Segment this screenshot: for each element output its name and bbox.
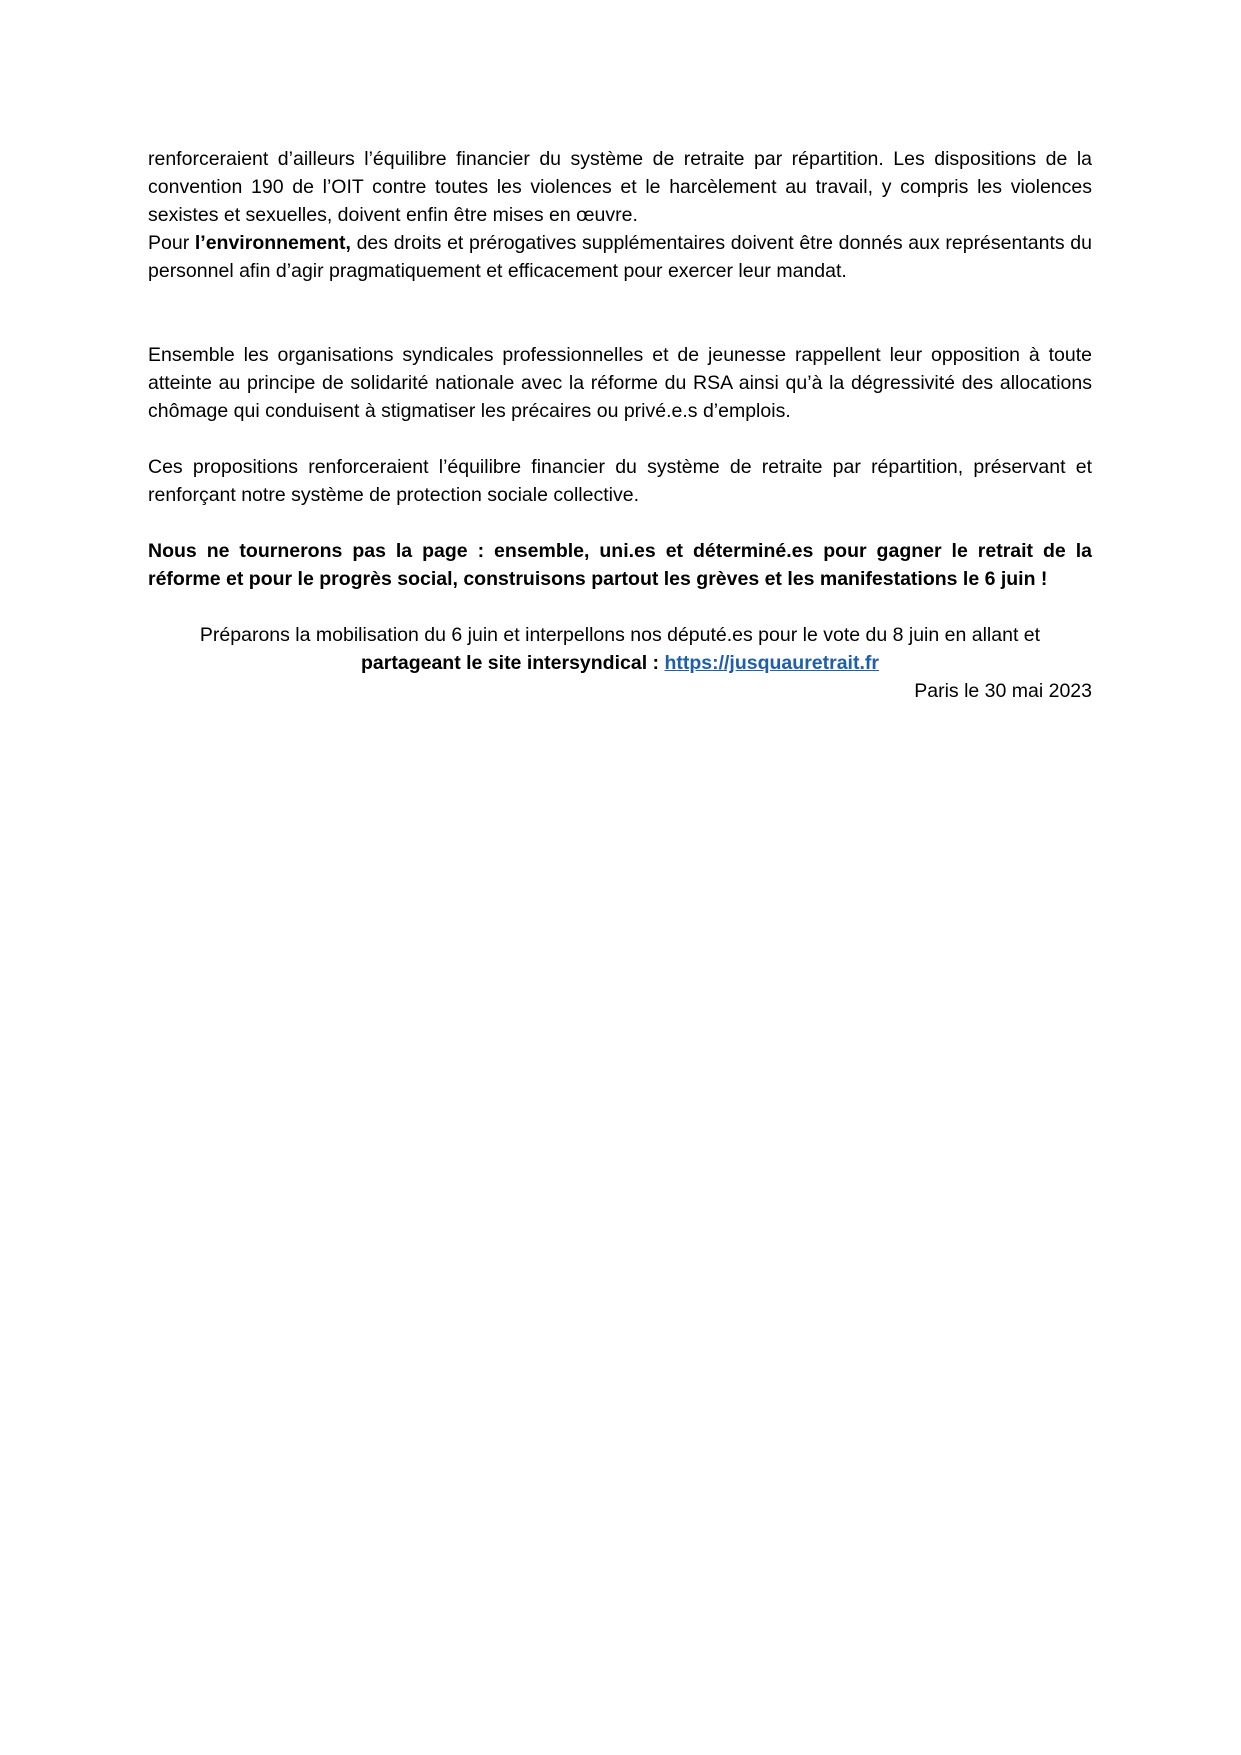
mobilisation-site-label: partageant le site intersyndical : (361, 652, 665, 674)
paragraph-environment-keyword: l’environnement, (194, 232, 351, 254)
intersyndical-site-link[interactable]: https://jusquauretrait.fr (664, 652, 879, 674)
paragraph-retirement-oit: renforceraient d’ailleurs l’équilibre financier du système de retraite par répartition. Les dispositions de la convention 190 de l’OIT contre toutes les violences et le harcèlement au travail, y compris les violences sexistes et sexuelles, doivent enfin être mises en œuvre. (148, 148, 1092, 226)
spacer (148, 593, 1092, 621)
date-signature: Paris le 30 mai 2023 (914, 680, 1092, 702)
spacer (148, 425, 1092, 453)
mobilisation-line-2 (148, 649, 1092, 677)
paragraph-environment-rest: des droits et prérogatives supplémentaires doivent être donnés aux représentants du personnel afin d’agir pragmatiquement et efficacement pour exercer leur mandat. (148, 232, 1092, 282)
document-body (148, 145, 1092, 705)
paragraph-propositions: Ces propositions renforceraient l’équilibre financier du système de retraite par répartition, préservant et renforçant notre système de protection sociale collective. (148, 456, 1092, 506)
spacer (148, 285, 1092, 341)
mobilisation-line-1: Préparons la mobilisation du 6 juin et interpellons nos député.es pour le vote du 8 juin en allant et (199, 624, 1041, 646)
paragraph-opposition: Ensemble les organisations syndicales professionnelles et de jeunesse rappellent leur opposition à toute atteinte au principe de solidarité nationale avec la réforme du RSA ainsi qu’à la dégressivité des allocations chômage qui conduisent à stigmatiser les précaires ou privé.e.s d’emplois. (148, 344, 1092, 422)
paragraph-environment (148, 229, 1092, 285)
paragraph-environment-lead: Pour (148, 232, 195, 254)
spacer (148, 509, 1092, 537)
paragraph-call-to-action: Nous ne tournerons pas la page : ensemble, uni.es et déterminé.es pour gagner le retrait de la réforme et pour le progrès social, construisons partout les grèves et les manifestations le 6 juin ! (148, 540, 1092, 590)
